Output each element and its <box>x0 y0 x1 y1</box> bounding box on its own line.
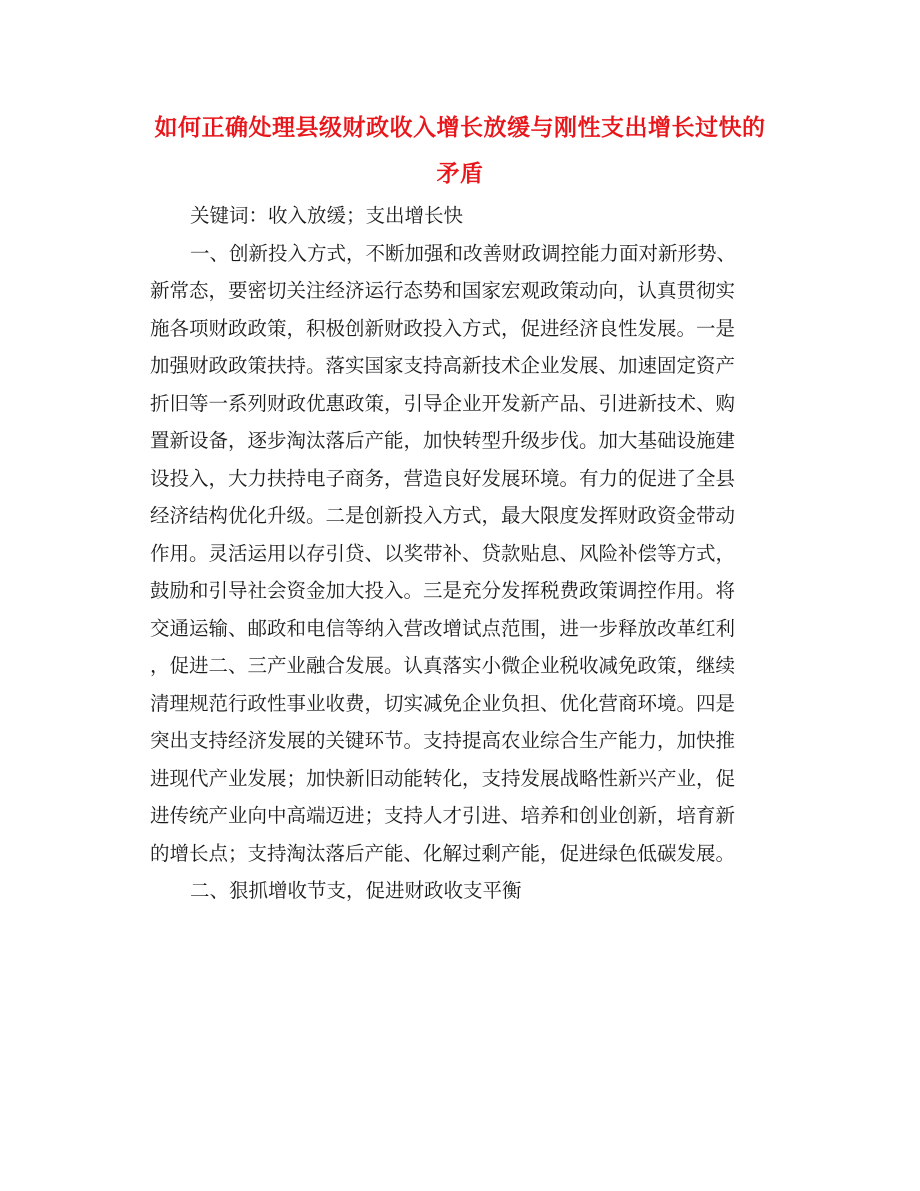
paragraph-line: 清理规范行政性事业收费，切实减免企业负担、优化营商环境。四是 <box>150 691 736 715</box>
paragraph-line: 进现代产业发展；加快新旧动能转化，支持发展战略性新兴产业，促 <box>150 766 736 790</box>
paragraph-line: 进传统产业向中高端迈进；支持人才引进、培养和创业创新，培育新 <box>150 804 736 827</box>
paragraph-line: 的增长点；支持淘汰落后产能、化解过剩产能，促进绿色低碳发展。 <box>150 841 736 865</box>
paragraph-line: 折旧等一系列财政优惠政策，引导企业开发新产品、引进新技术、购 <box>150 391 736 415</box>
paragraph-line: 置新设备，逐步淘汰落后产能，加快转型升级步伐。加大基础设施建 <box>150 429 736 452</box>
paragraph-line: 交通运输、邮政和电信等纳入营改增试点范围，进一步释放改革红利 <box>150 616 736 640</box>
section-2-heading: 二、狠抓增收节支，促进财政收支平衡 <box>190 879 522 902</box>
document-title <box>130 105 790 197</box>
paragraph-line: 施各项财政政策，积极创新财政投入方式，促进经济良性发展。一是 <box>150 316 736 340</box>
paragraph-line: 设投入，大力扶持电子商务，营造良好发展环境。有力的促进了全县 <box>150 466 736 490</box>
paragraph-line: 突出支持经济发展的关键环节。支持提高农业综合生产能力，加快推 <box>150 729 736 752</box>
keywords-line: 关键词：收入放缓；支出增长快 <box>190 204 464 227</box>
paragraph-line: 加强财政政策扶持。落实国家支持高新技术企业发展、加速固定资产 <box>150 354 736 377</box>
paragraph-line: 鼓励和引导社会资金加大投入。三是充分发挥税费政策调控作用。将 <box>150 579 736 602</box>
paragraph-line: 新常态，要密切关注经济运行态势和国家宏观政策动向，认真贯彻实 <box>150 279 736 302</box>
title-line-2: 矛盾 <box>436 160 484 187</box>
paragraph-line: 作用。灵活运用以存引贷、以奖带补、贷款贴息、风险补偿等方式， <box>150 541 736 565</box>
document-body <box>150 197 770 910</box>
paragraph-line: 一、创新投入方式，不断加强和改善财政调控能力面对新形势、 <box>190 241 737 265</box>
paragraph-line: 经济结构优化升级。二是创新投入方式，最大限度发挥财政资金带动 <box>150 504 736 527</box>
title-line-1: 如何正确处理县级财政收入增长放缓与刚性支出增长过快的 <box>154 114 766 141</box>
paragraph-1 <box>150 235 770 873</box>
paragraph-line: ，促进二、三产业融合发展。认真落实小微企业税收减免政策，继续 <box>150 654 736 677</box>
